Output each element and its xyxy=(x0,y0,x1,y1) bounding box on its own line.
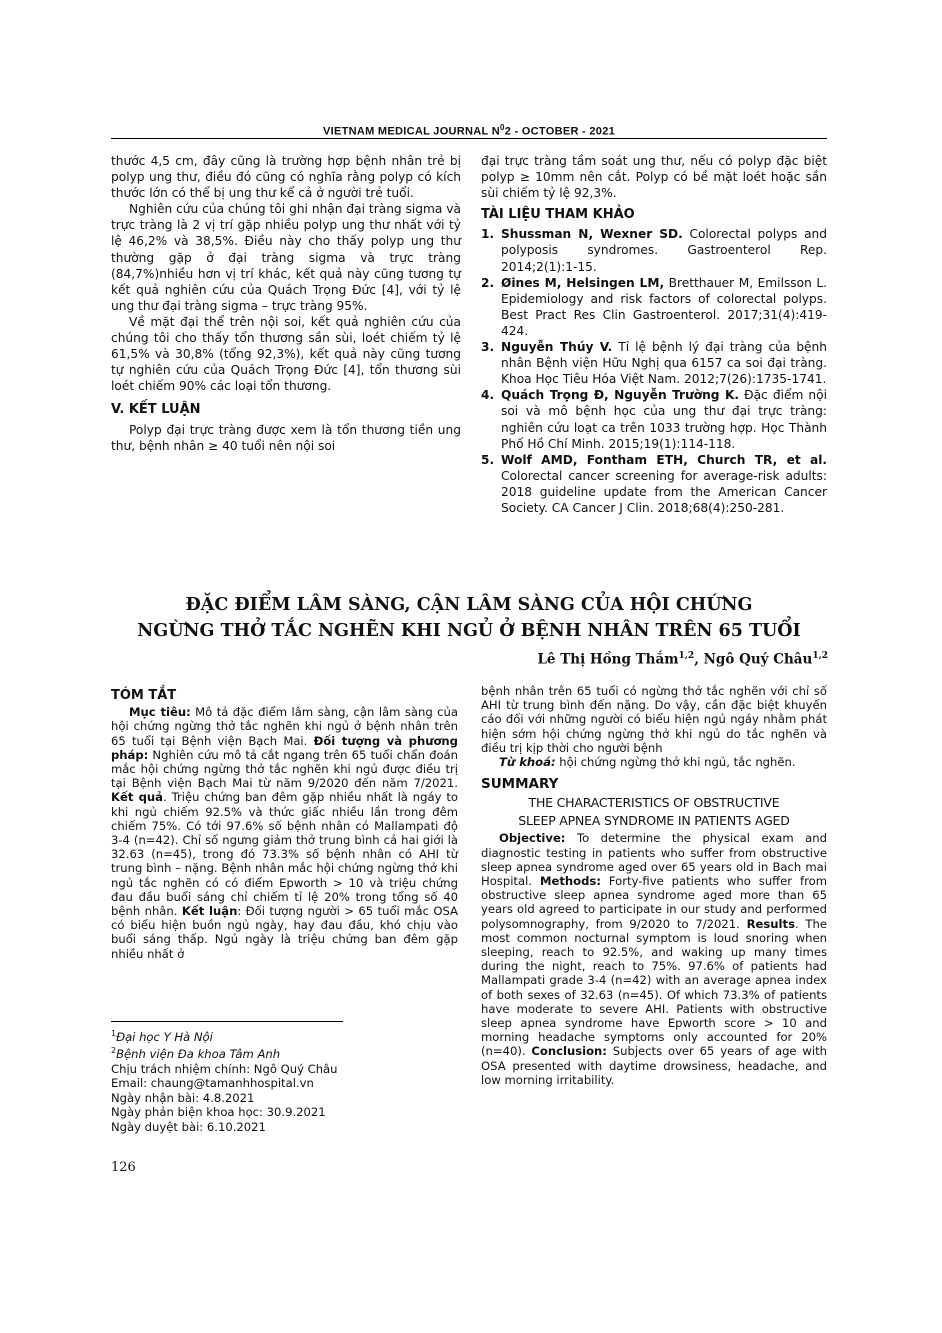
reference-item xyxy=(481,275,827,339)
abstract-right-column xyxy=(481,684,827,1087)
author-affiliation-sup: 1,2 xyxy=(678,651,695,661)
reference-details: Bretthauer M, Emilsson L. Epidemiology and risk factors of colorectal polyps. Best Pract Res Clin Gastroenterol. 2017;31(4):419-424. xyxy=(501,275,828,338)
summary-text: . The most common nocturnal symptom is loud snoring when sleeping, reach to 92.5%, and waking up many times during the night, reach to 75%. 97.6% of patients had Mallampati grade 3-4 (n=42) with an average apnea index of both sexes of 32.63 (n=45). Of which 73.3% of patients have moderate to severe AHI. Patients with obstructive sleep apnea syndrome have Epworth score > 10 and morning headache symptoms only accounted for 20% (n=40). xyxy=(481,916,827,1059)
abstract-vi-heading: TÓM TẮT xyxy=(111,688,177,703)
abstract-label: Mục tiêu: xyxy=(129,705,191,720)
reference-item xyxy=(481,387,827,451)
reference-item xyxy=(481,339,827,387)
header-rule xyxy=(111,138,827,139)
section-heading-conclusion: V. KẾT LUẬN xyxy=(111,402,201,418)
footnote-received-date: Ngày nhận bài: 4.8.2021 xyxy=(111,1090,255,1105)
journal-name: VIETNAM MEDICAL JOURNAL N xyxy=(322,125,500,138)
author-affiliation-sup: 1,2 xyxy=(812,651,828,661)
summary-label: Conclusion: xyxy=(531,1044,607,1059)
reference-number: 3. xyxy=(481,340,495,355)
abstract-vi-continuation: bệnh nhân trên 65 tuổi có ngừng thở tắc nghẽn với chỉ số AHI từ trung bình đến nặng. Do vậy, cần đặc biệt khuyến cáo đối với những người có biểu hiện ngủ ngáy nhằm phát hiện sớm hội chứng ngừng thở khi ngủ do tắc nghẽn và điều trị kịp thời cho người bệnh xyxy=(481,684,827,755)
abstract-vi-body xyxy=(111,705,458,961)
author-separator: , xyxy=(694,651,704,668)
article-title-line: ĐẶC ĐIỂM LÂM SÀNG, CẬN LÂM SÀNG CỦA HỘI CHỨNG xyxy=(185,595,753,615)
page-number: 126 xyxy=(111,1160,136,1175)
reference-authors: Quách Trọng Đ, Nguyễn Trường K. xyxy=(501,388,740,403)
prev-paragraph: Polyp đại trực tràng được xem là tổn thương tiền ung thư, bệnh nhân ≥ 40 tuổi nên nội soi xyxy=(111,422,461,453)
reference-number: 2. xyxy=(481,275,495,290)
abstract-text: : Đối tượng người > 65 tuổi mắc OSA có biểu hiện buồn ngủ ngày, hay đau đầu, khó chịu vào buổi sáng thấp. Ngủ ngày là triệu chứng ban đêm gặp nhiều nhất ở xyxy=(111,904,458,961)
reference-details: Colorectal polyps and polyposis syndromes. Gastroenterol Rep. 2014;2(1):1-15. xyxy=(501,227,827,274)
prev-paragraph: Về mặt đại thể trên nội soi, kết quả nghiên cứu của chúng tôi cho thấy tổn thương sần sùi, loét chiếm tỷ lệ 61,5% và 30,8% (tổng 92,3%), kết quả này cũng tương tự nghiên cứu của Quách Trọng Đức [4], tổn thương sùi loét chiếm 90% các loại tổn thương. xyxy=(111,314,461,394)
abstract-vi-column xyxy=(111,689,458,961)
reference-details: Colorectal cancer screening for average-risk adults: 2018 guideline update from the American Cancer Society. CA Cancer J Clin. 2018;68(4):250-281. xyxy=(501,468,827,515)
journal-running-header xyxy=(111,123,827,138)
footnotes xyxy=(111,1027,461,1134)
reference-authors: Shussman N, Wexner SD. xyxy=(501,227,683,242)
reference-details: Đặc điểm nội soi và mô bệnh học của ung thư đại trực tràng: nghiên cứu loạt ca trên 1033 trường hợp. Học Thành Phố Hồ Chí Minh. 2015;19(1):114-118. xyxy=(501,388,827,451)
footnote-accepted-date: Ngày duyệt bài: 6.10.2021 xyxy=(111,1119,266,1134)
summary-text: Forty-five patients who suffer from obstructive sleep apnea syndrome aged more than 65 years old agreed to participate in our study and performed polysomnography, from 9/2020 to 7/2021. xyxy=(481,874,827,931)
author-name: Ngô Quý Châu xyxy=(703,651,813,668)
reference-authors: Wolf AMD, Fontham ETH, Church TR, et al. xyxy=(501,452,827,467)
footnote-rule xyxy=(111,1021,343,1022)
footnote-text: Bệnh viện Đa khoa Tâm Anh xyxy=(116,1047,281,1062)
reference-authors: Nguyễn Thúy V. xyxy=(501,340,613,355)
journal-issue: 2 - OCTOBER - 2021 xyxy=(504,125,616,138)
prev-paragraph: đại trực tràng tầm soát ung thư, nếu có polyp đặc biệt polyp ≥ 10mm nên cắt. Polyp có bề mặt loét hoặc sần sùi chiếm tỷ lệ 92,3%. xyxy=(481,154,827,201)
reference-item xyxy=(481,452,827,516)
summary-label: Objective: xyxy=(499,831,566,846)
summary-label: Methods: xyxy=(539,874,601,889)
footnote-email: Email: chaung@tamanhhospital.vn xyxy=(111,1076,314,1091)
footnote-sup: 2 xyxy=(111,1046,117,1056)
footnote-reviewed-date: Ngày phản biện khoa học: 30.9.2021 xyxy=(111,1105,326,1120)
abstract-label: Kết luận xyxy=(181,904,238,919)
article-title xyxy=(111,592,827,644)
reference-list xyxy=(481,226,827,516)
prev-article-left-column xyxy=(111,153,461,454)
references-heading: TÀI LIỆU THAM KHẢO xyxy=(481,207,635,223)
summary-text: To determine the physical exam and diagnostic testing in patients who suffer from obstructive sleep apnea syndrome aged over 65 years old in Bach mai Hospital. xyxy=(481,831,827,889)
footnote-corresponding: Chịu trách nhiệm chính: Ngô Quý Châu xyxy=(111,1061,338,1076)
abstract-label: Đối tượng và phương pháp: xyxy=(111,733,458,762)
prev-paragraph: thước 4,5 cm, đây cũng là trường hợp bệnh nhân trẻ bị polyp ung thư, điều đó cũng có nghĩa rằng polyp có kích thước lớn có thể bị ung thư kể cả ở người trẻ tuổi. xyxy=(111,154,461,201)
summary-text: Subjects over 65 years of age with OSA presented with daytime drowsiness, headache, and low morning irritability. xyxy=(481,1044,827,1087)
author-name: Lê Thị Hồng Thắm xyxy=(537,651,679,668)
keywords-label: Từ khoá: xyxy=(499,755,556,770)
prev-article-right-column xyxy=(481,153,827,516)
reference-number: 5. xyxy=(481,452,495,467)
footnote-affiliation xyxy=(111,1044,461,1061)
reference-authors: Øines M, Helsingen LM, xyxy=(501,275,665,290)
summary-body xyxy=(481,831,827,1087)
abstract-text: . Triệu chứng ban đêm gặp nhiều nhất là ngáy to khi ngủ chiếm 92.5% và thức giấc nhiều lần trong đêm chiếm 75%. Có tới 97.6% số bệnh nhân có Mallampati độ 3-4 (n=42). Chỉ số ngưng giảm thở trung bình cả hai giới là 32.63 (n=45), trong đó 73.3% số bệnh nhân có AHI từ trung bình – nặng. Bệnh nhân mắc hội chứng ngừng thở khi ngủ tắc nghẽn có có điểm Epworth > 10 và triệu chứng đau đầu buổi sáng chỉ chiếm tỉ lệ 20% trong tổng số 40 bệnh nhân. xyxy=(111,790,458,919)
footnote-text: Đại học Y Hà Nội xyxy=(116,1029,213,1044)
keywords-text: hội chứng ngừng thở khi ngủ, tắc nghẽn. xyxy=(555,755,796,770)
abstract-text: Nghiên cứu mô tả cắt ngang trên 65 tuổi chẩn đoán mắc hội chứng ngừng thở tắc nghẽn khi ngủ được điều trị tại Bệnh viện Bạch Mai từ năm 9/2020 đến năm 7/2021. xyxy=(111,747,458,791)
summary-title-line: SLEEP APNEA SYNDROME IN PATIENTS AGED xyxy=(518,813,790,829)
journal-number-sup: 0 xyxy=(499,123,505,132)
prev-paragraph: Nghiên cứu của chúng tôi ghi nhận đại tràng sigma và trực tràng là 2 vị trí gặp nhiều polyp ung thư nhất với tỷ lệ 46,2% và 38,5%. Điều này cho thấy polyp ung thư thường gặp ở đại tràng sigma và trực tràng (84,7%)nhiều hơn vị trí khác, kết quả này cũng tương tự kết quả nghiên cứu của Quách Trọng Đức [4], với tỷ lệ ung thư đại tràng sigma – trực tràng 95%. xyxy=(111,202,461,313)
summary-heading: SUMMARY xyxy=(481,776,559,793)
article-title-line: NGỪNG THỞ TẮC NGHẼN KHI NGỦ Ở BỆNH NHÂN TRÊN 65 TUỔI xyxy=(137,621,801,641)
reference-details: Tỉ lệ bệnh lý đại tràng của bệnh nhân Bệnh viện Hữu Nghị qua 6157 ca soi đại tràng. Khoa Học Tiêu Hóa Việt Nam. 2012;7(26):1735-1741. xyxy=(501,340,828,387)
reference-number: 4. xyxy=(481,388,495,403)
footnote-sup: 1 xyxy=(111,1029,117,1038)
abstract-text: Mô tả đặc điểm lâm sàng, cận lâm sàng của hội chứng ngừng thở tắc nghẽn khi ngủ ở bệnh nhân trên 65 tuổi tại Bệnh viện Bạch Mai. xyxy=(111,705,458,748)
summary-label: Results xyxy=(746,916,795,931)
abstract-label: Kết quả xyxy=(111,790,164,805)
footnote-affiliation xyxy=(111,1027,461,1044)
keywords xyxy=(481,755,827,769)
reference-number: 1. xyxy=(481,227,495,242)
summary-title-line: THE CHARACTERISTICS OF OBSTRUCTIVE xyxy=(528,795,780,811)
reference-item xyxy=(481,226,827,274)
article-authors xyxy=(537,651,828,668)
